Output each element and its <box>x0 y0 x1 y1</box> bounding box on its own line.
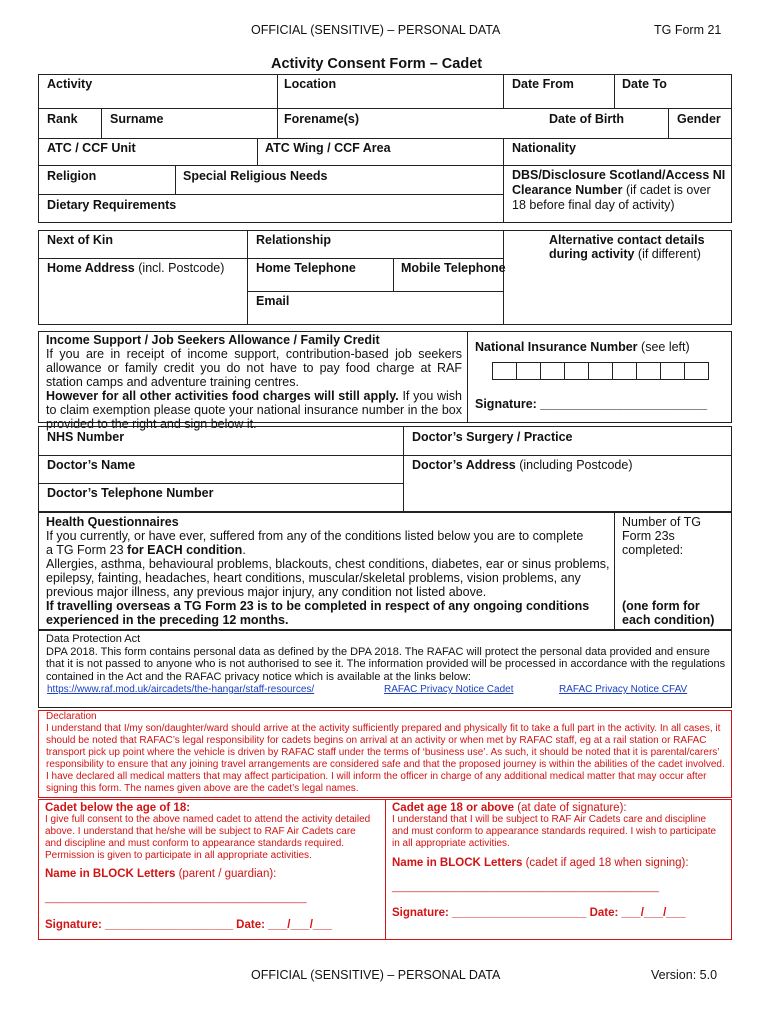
religion-field[interactable]: Religion <box>47 169 97 183</box>
over-18-name-line[interactable]: ________________________________________________ <box>392 882 659 893</box>
dietary-field[interactable]: Dietary Requirements <box>47 198 177 212</box>
ni-label: National Insurance Number (see left) <box>475 340 690 354</box>
dob-field[interactable]: Date of Birth <box>549 112 624 126</box>
over-18-name-label: Name in BLOCK Letters (cadet if aged 18 when signing): <box>392 857 689 869</box>
doctor-name-field[interactable]: Doctor’s Name <box>47 458 136 472</box>
activity-field[interactable]: Activity <box>47 77 93 91</box>
dbs-field[interactable]: DBS/Disclosure Scotland/Access NI Clearance Number (if cadet is over 18 before final day of activity) <box>512 168 726 212</box>
email-field[interactable]: Email <box>256 294 290 308</box>
income-support-text: Income Support / Job Seekers Allowance / Family Credit If you are in receipt of income support, contribution-based job seekers allowance or family credit you do not have to pay food charge at RAF station camps and adventure training centres. However for all other activities food charges will still apply. If you wish to claim exemption please quote your national insurance number in the box provided to the right and sign below it. <box>46 333 462 431</box>
health-questionnaire-text: Health Questionnaires If you currently, or have ever, suffered from any of the conditions listed below you are to complete a TG Form 23 for EACH condition. Allergies, asthma, behavioural problems, blackouts, chest conditions, diabetes, ear or sinus problems, epilepsy, fainting, headaches, heart conditions, muscular/skeletal problems, vision problems, any previous major illness, any previous major injury, any condition not listed above. If travelling overseas a TG Form 23 is to be completed in respect of any ongoing conditions experienced in the preceding 12 months. <box>46 515 610 627</box>
classification-header: OFFICIAL (SENSITIVE) – PERSONAL DATA <box>251 23 501 37</box>
doctor-address-field[interactable]: Doctor’s Address (including Postcode) <box>412 458 633 472</box>
doctor-telephone-field[interactable]: Doctor’s Telephone Number <box>47 486 214 500</box>
relationship-field[interactable]: Relationship <box>256 233 332 247</box>
version-label: Version: 5.0 <box>651 968 718 982</box>
form-id: TG Form 21 <box>654 23 722 37</box>
doctor-surgery-field[interactable]: Doctor’s Surgery / Practice <box>412 430 573 444</box>
classification-footer: OFFICIAL (SENSITIVE) – PERSONAL DATA <box>251 968 501 982</box>
surname-field[interactable]: Surname <box>110 112 164 126</box>
under-18-heading: Cadet below the age of 18: <box>45 802 191 814</box>
under-18-signature[interactable]: Signature: ____________________ Date: ___/___/___ <box>45 919 333 931</box>
privacy-notice-cadet-link[interactable]: RAFAC Privacy Notice Cadet <box>384 684 514 695</box>
nationality-field[interactable]: Nationality <box>512 141 576 155</box>
rank-field[interactable]: Rank <box>47 112 78 126</box>
form23-count-note: (one form for each condition) <box>622 599 715 627</box>
over-18-consent-text: I understand that I will be subject to RAF Air Cadets care and discipline and must conform to appearance standards required. I wish to participate in all appropriate activities. <box>392 814 717 849</box>
under-18-consent-text: I give full consent to the above named cadet to attend the activity detailed above. I understand that he/she will be subject to RAF Air Cadets care and discipline and must conform to appearance standards required. Permission is given to participate in all appropriate activities. <box>45 814 371 861</box>
privacy-notice-cfav-link[interactable]: RAFAC Privacy Notice CFAV <box>559 684 688 695</box>
declaration-text: Declaration I understand that I/my son/daughter/ward should arrive at the activity sufficiently prepared and physically fit to take a full part in the activity. In all cases, it should be noted that RAFAC’s legal responsibility for cadets begins on arrival at an activity or when met by RAFAC staff, eg at a rail station or RAFAC transport pick up point where the vehicle is driven by RAFAC staff under the terms of ‘business use’. As such, it should be noted that it is parental/carers’ responsibility to ensure that any joining travel arrangements are considered safe and that the proposed journey is within the abilities of the cadet involved. I have declared all medical matters that may affect participation. I will inform the officer in charge of any additional medical matter that may occur after signing this form. The names given above are the cadet’s legal names. <box>46 711 725 794</box>
home-address-field[interactable]: Home Address (incl. Postcode) <box>47 261 225 275</box>
nhs-number-field[interactable]: NHS Number <box>47 430 125 444</box>
location-field[interactable]: Location <box>284 77 337 91</box>
alt-contact-field[interactable]: Alternative contact details during activity (if different) <box>549 233 705 261</box>
form23-count-field[interactable]: Number of TG Form 23s completed: <box>622 515 701 557</box>
next-of-kin-field[interactable]: Next of Kin <box>47 233 113 247</box>
mobile-telephone-field[interactable]: Mobile Telephone <box>401 261 506 275</box>
date-to-field[interactable]: Date To <box>622 77 667 91</box>
dpa-text: Data Protection Act DPA 2018. This form contains personal data as defined by the DPA 2018. The RAFAC will protect the personal data provided and ensure that it is not passed to anyone who is not authorised to see it. The information provided will be processed in accordance with the regulations contained in the Act and the RAFAC privacy notice which is available at the links below: <box>46 633 726 683</box>
atc-unit-field[interactable]: ATC / CCF Unit <box>47 141 136 155</box>
special-needs-field[interactable]: Special Religious Needs <box>183 169 328 183</box>
staff-resources-link[interactable]: https://www.raf.mod.uk/aircadets/the-hangar/staff-resources/ <box>47 684 315 695</box>
gender-field[interactable]: Gender <box>677 112 721 126</box>
date-from-field[interactable]: Date From <box>512 77 574 91</box>
under-18-name-label: Name in BLOCK Letters (parent / guardian): <box>45 868 277 880</box>
atc-wing-field[interactable]: ATC Wing / CCF Area <box>265 141 391 155</box>
forenames-field[interactable]: Forename(s) <box>284 112 360 126</box>
ni-signature[interactable]: Signature: ________________________ <box>475 397 708 411</box>
over-18-signature[interactable]: Signature: _____________________ Date: ___/___/___ <box>392 907 686 919</box>
under-18-name-line[interactable]: _______________________________________________ <box>45 893 307 904</box>
home-telephone-field[interactable]: Home Telephone <box>256 261 356 275</box>
page-title: Activity Consent Form – Cadet <box>271 56 483 72</box>
over-18-heading: Cadet age 18 or above (at date of signature): <box>392 802 627 814</box>
